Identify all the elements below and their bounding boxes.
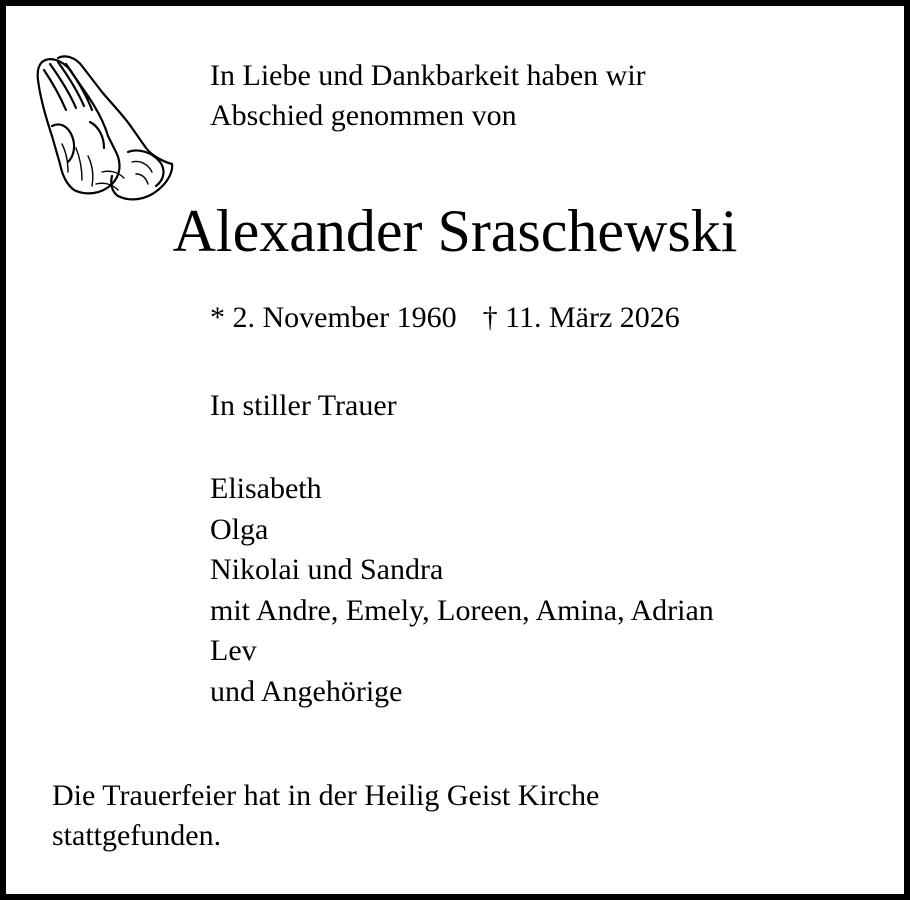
service-notice-line: Die Trauerfeier hat in der Heilig Geist Kirche: [52, 779, 600, 812]
service-notice: [52, 776, 599, 856]
intro-line: In Liebe und Dankbarkeit haben wir: [210, 59, 646, 92]
deceased-name: Alexander Sraschewski: [172, 198, 738, 264]
mourner-entry: mit Andre, Emely, Loreen, Amina, Adrian: [210, 593, 714, 627]
life-dates: [210, 298, 680, 338]
mourner-entry: und Angehörige: [210, 674, 403, 708]
mourner-entry: Nikolai und Sandra: [210, 553, 444, 586]
mourners-list: [210, 469, 714, 712]
intro-text: [210, 56, 646, 136]
mourner-entry: Lev: [210, 634, 257, 667]
mourner-entry: Elisabeth: [210, 472, 322, 505]
mourning-line: In stiller Trauer: [210, 389, 397, 422]
praying-hands-icon: [32, 52, 174, 204]
service-notice-line: stattgefunden.: [52, 819, 222, 852]
mourner-entry: Olga: [210, 512, 269, 546]
birth-date: * 2. November 1960: [210, 301, 457, 334]
death-date: † 11. März 2026: [482, 301, 680, 334]
intro-line: Abschied genommen von: [210, 99, 517, 132]
